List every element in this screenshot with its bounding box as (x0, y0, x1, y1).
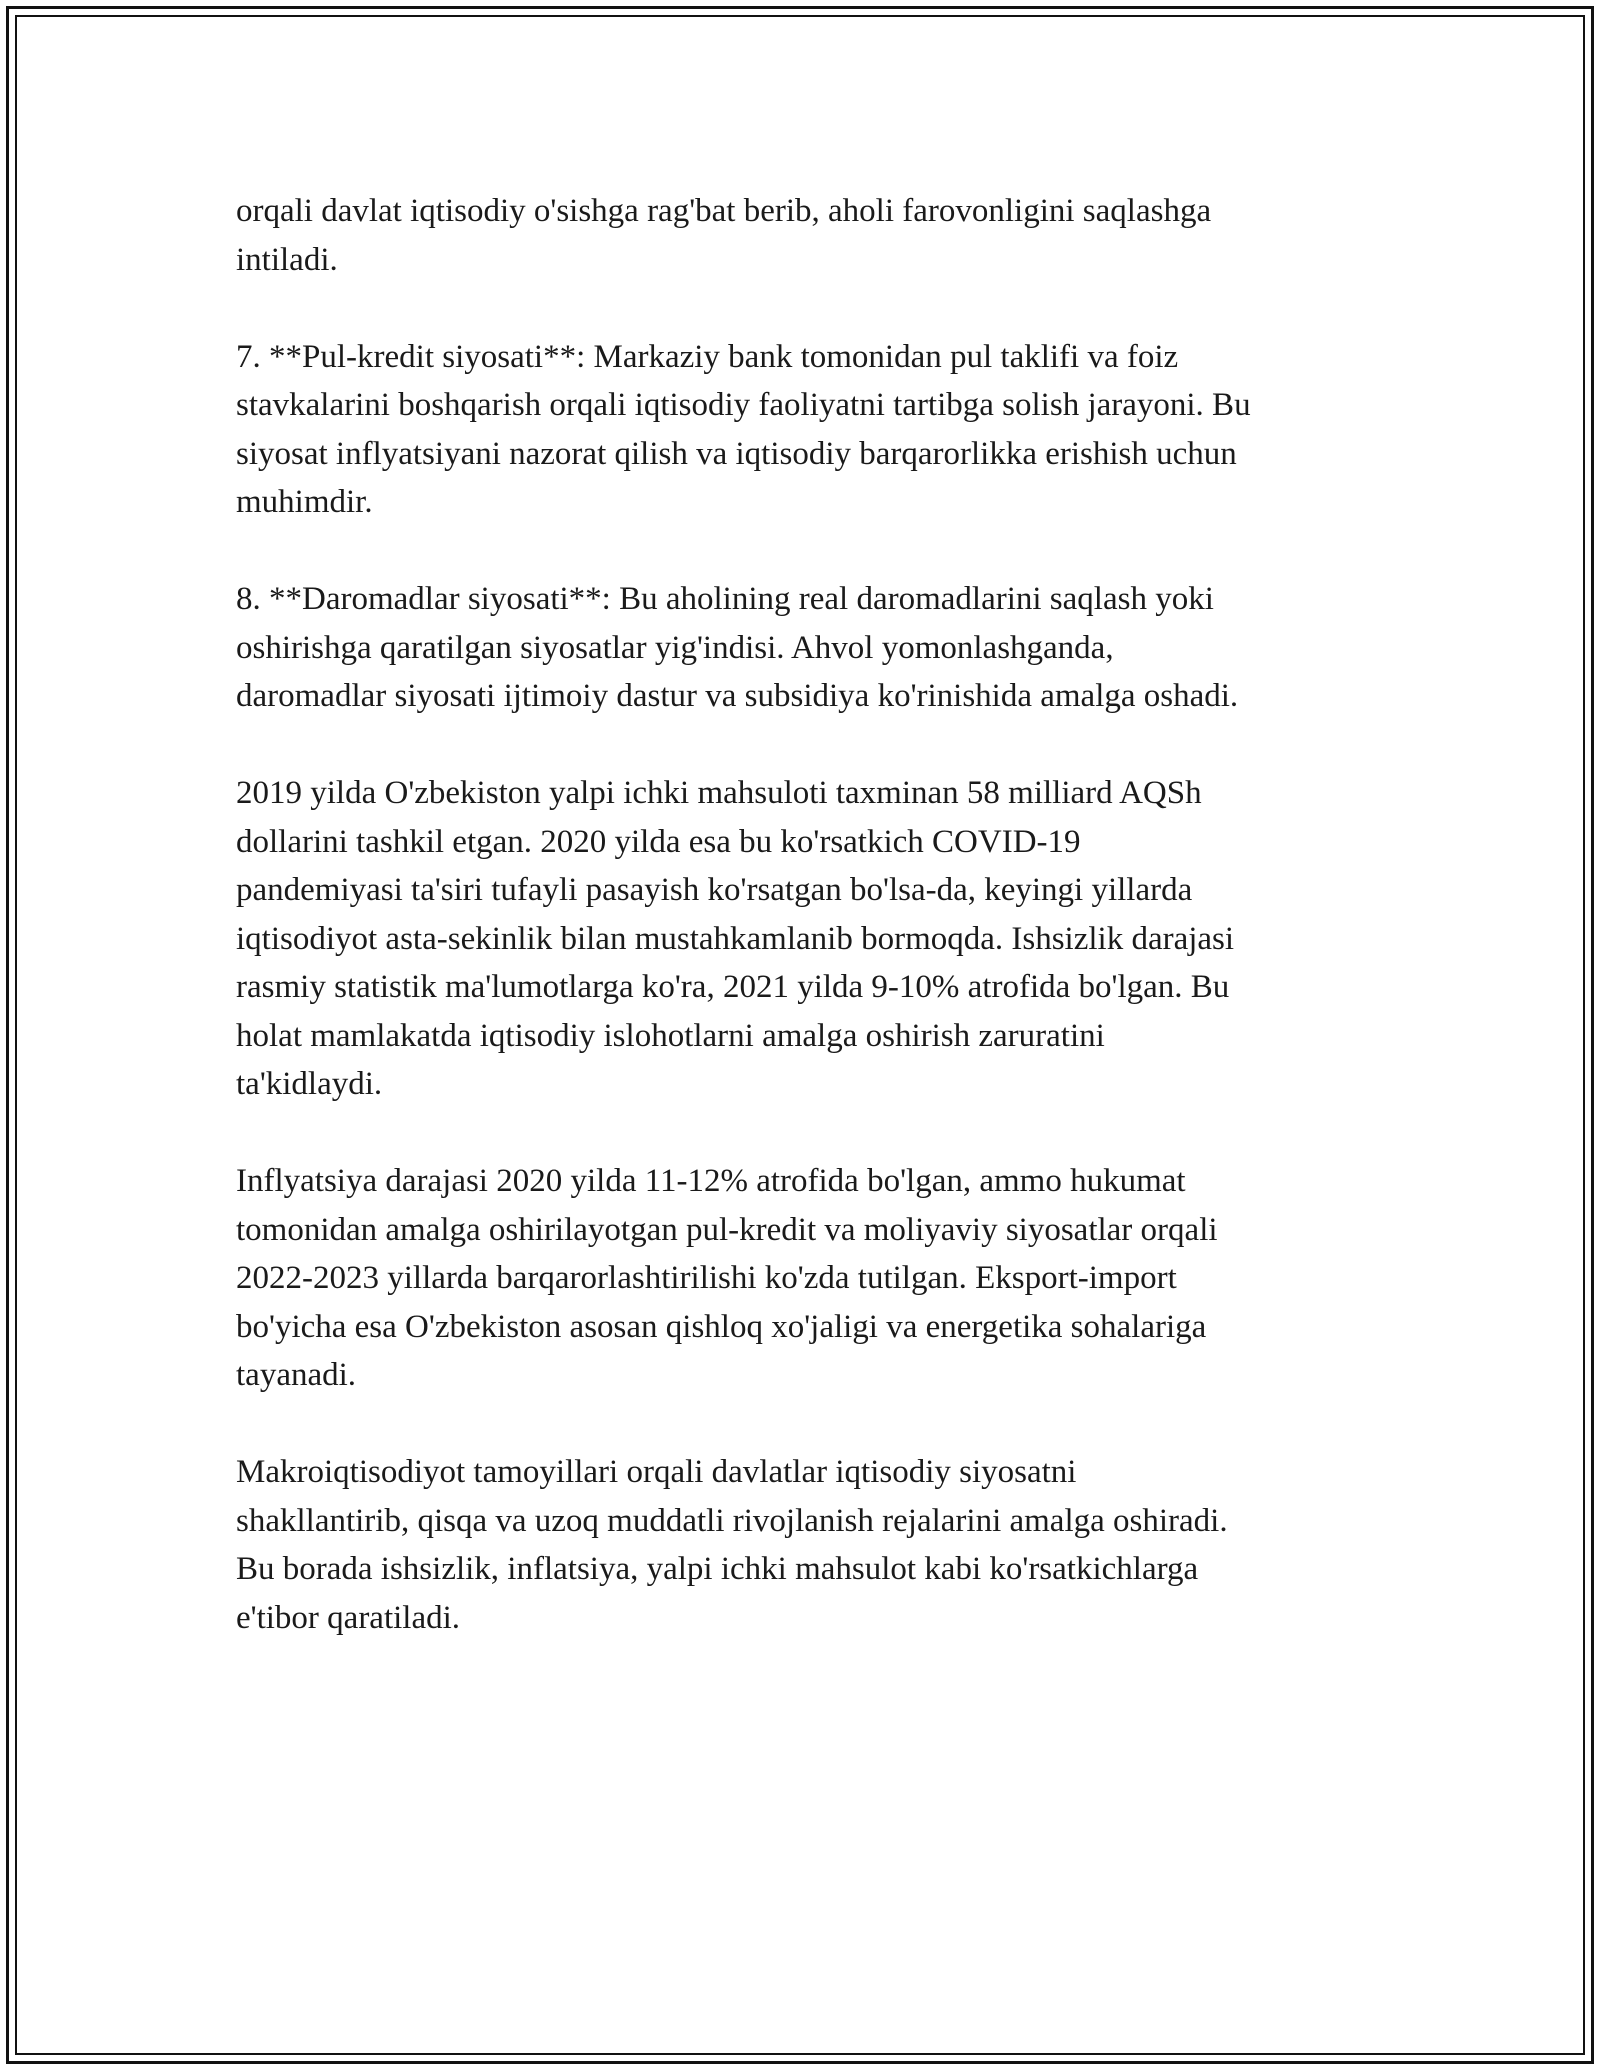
text-line: 8. **Daromadlar siyosati**: Bu aholining real daromadlarini saqlash yoki (236, 581, 1214, 617)
paragraph-intro-continuation (236, 187, 1376, 284)
text-line: iqtisodiyot asta-sekinlik bilan mustahkamlanib bormoqda. Ishsizlik darajasi (236, 920, 1235, 957)
paragraph-monetary-policy (236, 333, 1376, 527)
text-line: stavkalarini boshqarish orqali iqtisodiy faoliyatni tartibga solish jarayoni. Bu (236, 387, 1251, 423)
document-body (236, 187, 1376, 1691)
text-line: intiladi. (236, 241, 338, 278)
text-line: tayanadi. (236, 1357, 357, 1393)
text-line: 7. **Pul-kredit siyosati**: Markaziy bank tomonidan pul taklifi va foiz (236, 338, 1179, 375)
text-line: dollarini tashkil etgan. 2020 yilda esa bu ko'rsatkich COVID-19 (236, 823, 1081, 860)
text-line: siyosat inflyatsiyani nazorat qilish va iqtisodiy barqarorlikka erishish uchun (236, 435, 1237, 472)
paragraph-gdp-unemployment (236, 769, 1376, 1109)
paragraph-inflation-trade (236, 1157, 1376, 1400)
text-line: Makroiqtisodiyot tamoyillari orqali davlatlar iqtisodiy siyosatni (236, 1454, 1077, 1490)
text-line: shakllantirib, qisqa va uzoq muddatli rivojlanish rejalarini amalga oshiradi. (236, 1502, 1228, 1539)
text-line: bo'yicha esa O'zbekiston asosan qishloq xo'jaligi va energetika sohalariga (236, 1308, 1207, 1345)
text-line: pandemiyasi ta'siri tufayli pasayish ko'rsatgan bo'lsa-da, keyingi yillarda (236, 872, 1193, 908)
text-line: daromadlar siyosati ijtimoiy dastur va subsidiya ko'rinishida amalga oshadi. (236, 678, 1239, 714)
text-line: 2019 yilda O'zbekiston yalpi ichki mahsuloti taxminan 58 milliard AQSh (236, 775, 1202, 811)
text-line: Bu borada ishsizlik, inflatsiya, yalpi ichki mahsulot kabi ko'rsatkichlarga (236, 1551, 1199, 1587)
paragraph-income-policy (236, 575, 1376, 721)
text-line: orqali davlat iqtisodiy o'sishga rag'bat berib, aholi farovonligini saqlashga (236, 193, 1212, 229)
text-line: 2022-2023 yillarda barqarorlashtirilishi ko'zda tutilgan. Eksport-import (236, 1260, 1177, 1296)
paragraph-conclusion (236, 1448, 1376, 1642)
text-line: oshirishga qaratilgan siyosatlar yig'indisi. Ahvol yomonlashganda, (236, 629, 1114, 666)
text-line: muhimdir. (236, 484, 373, 520)
text-line: Inflyatsiya darajasi 2020 yilda 11-12% atrofida bo'lgan, ammo hukumat (236, 1163, 1186, 1199)
text-line: tomonidan amalga oshirilayotgan pul-kredit va moliyaviy siyosatlar orqali (236, 1211, 1218, 1248)
text-line: rasmiy statistik ma'lumotlarga ko'ra, 2021 yilda 9-10% atrofida bo'lgan. Bu (236, 969, 1230, 1005)
text-line: holat mamlakatda iqtisodiy islohotlarni amalga oshirish zaruratini (236, 1017, 1105, 1054)
text-line: ta'kidlaydi. (236, 1066, 383, 1102)
text-line: e'tibor qaratiladi. (236, 1599, 461, 1636)
